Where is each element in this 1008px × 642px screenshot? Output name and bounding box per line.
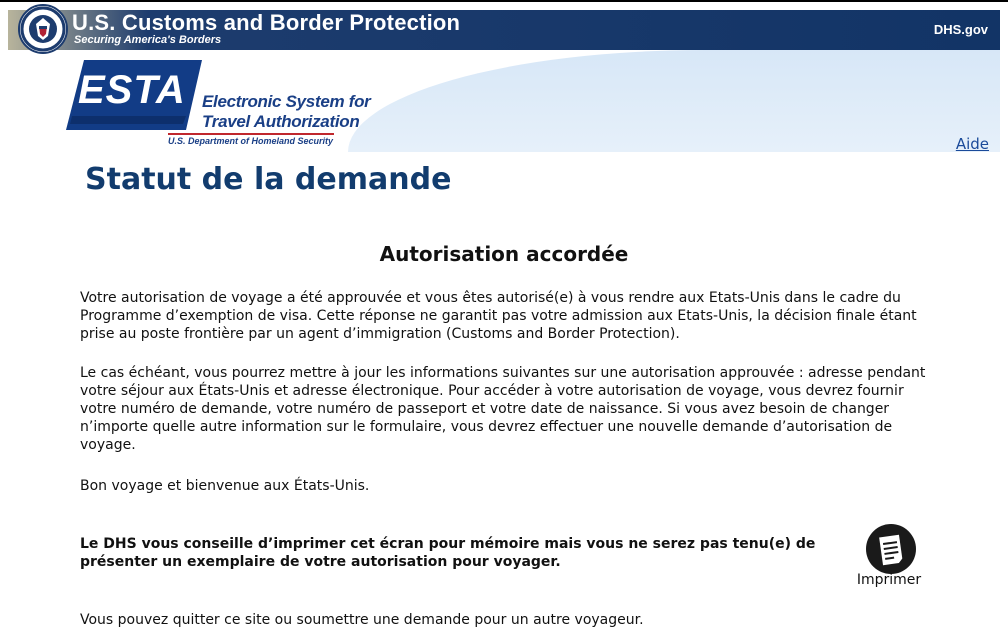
print-button[interactable] (846, 522, 932, 594)
esta-name-line1: Electronic System for (202, 92, 371, 111)
dhs-seal-icon (18, 4, 68, 54)
approval-paragraph: Votre autorisation de voyage a été approuvée et vous êtes autorisé(e) à vous rendre aux Etats-Unis dans le cadre du Programme d’exemption de visa. Cette réponse ne garantit pas votre admission aux Etats-Unis, la décision finale étant prise au poste frontière par un agent d’immigration (Customs and Border Protection). (80, 290, 917, 342)
esta-department: U.S. Department of Homeland Security (168, 136, 334, 146)
esta-divider (168, 133, 334, 135)
closing-paragraph: Vous pouvez quitter ce site ou soumettre une demande pour un autre voyageur. (80, 612, 644, 628)
help-link[interactable]: Aide (955, 135, 989, 153)
status-heading: Autorisation accordée (379, 242, 629, 266)
print-icon (866, 524, 916, 574)
esta-name-line2: Travel Authorization (202, 112, 360, 131)
print-label: Imprimer (856, 572, 922, 588)
cbp-title: U.S. Customs and Border Protection (72, 10, 461, 35)
cbp-tagline: Securing America's Borders (74, 34, 222, 46)
cbp-header (8, 10, 1000, 50)
page-title: Statut de la demande (85, 162, 452, 197)
top-border (0, 0, 1008, 2)
update-info-paragraph: Le cas échéant, vous pourrez mettre à jour les informations suivantes sur une autorisation approuvée : adresse pendant votre séjour aux États-Unis et adresse électronique. Pour accéder à votre autorisation de voyage, vous devrez fournir votre numéro de demande, votre numéro de passeport et votre date de naissance. Si vous avez besoin de changer n’importe quelle autre information sur le formulaire, vous devrez effectuer une nouvelle demande d’autorisation de voyage. (80, 365, 926, 453)
welcome-paragraph: Bon voyage et bienvenue aux États-Unis. (80, 478, 370, 494)
print-advice-paragraph: Le DHS vous conseille d’imprimer cet écran pour mémoire mais vous ne serez pas tenu(e) de présenter un exemplaire de votre autorisation pour voyager. (80, 536, 816, 570)
dhs-gov-link[interactable]: DHS.gov (933, 22, 988, 37)
esta-acronym: ESTA (78, 68, 186, 112)
